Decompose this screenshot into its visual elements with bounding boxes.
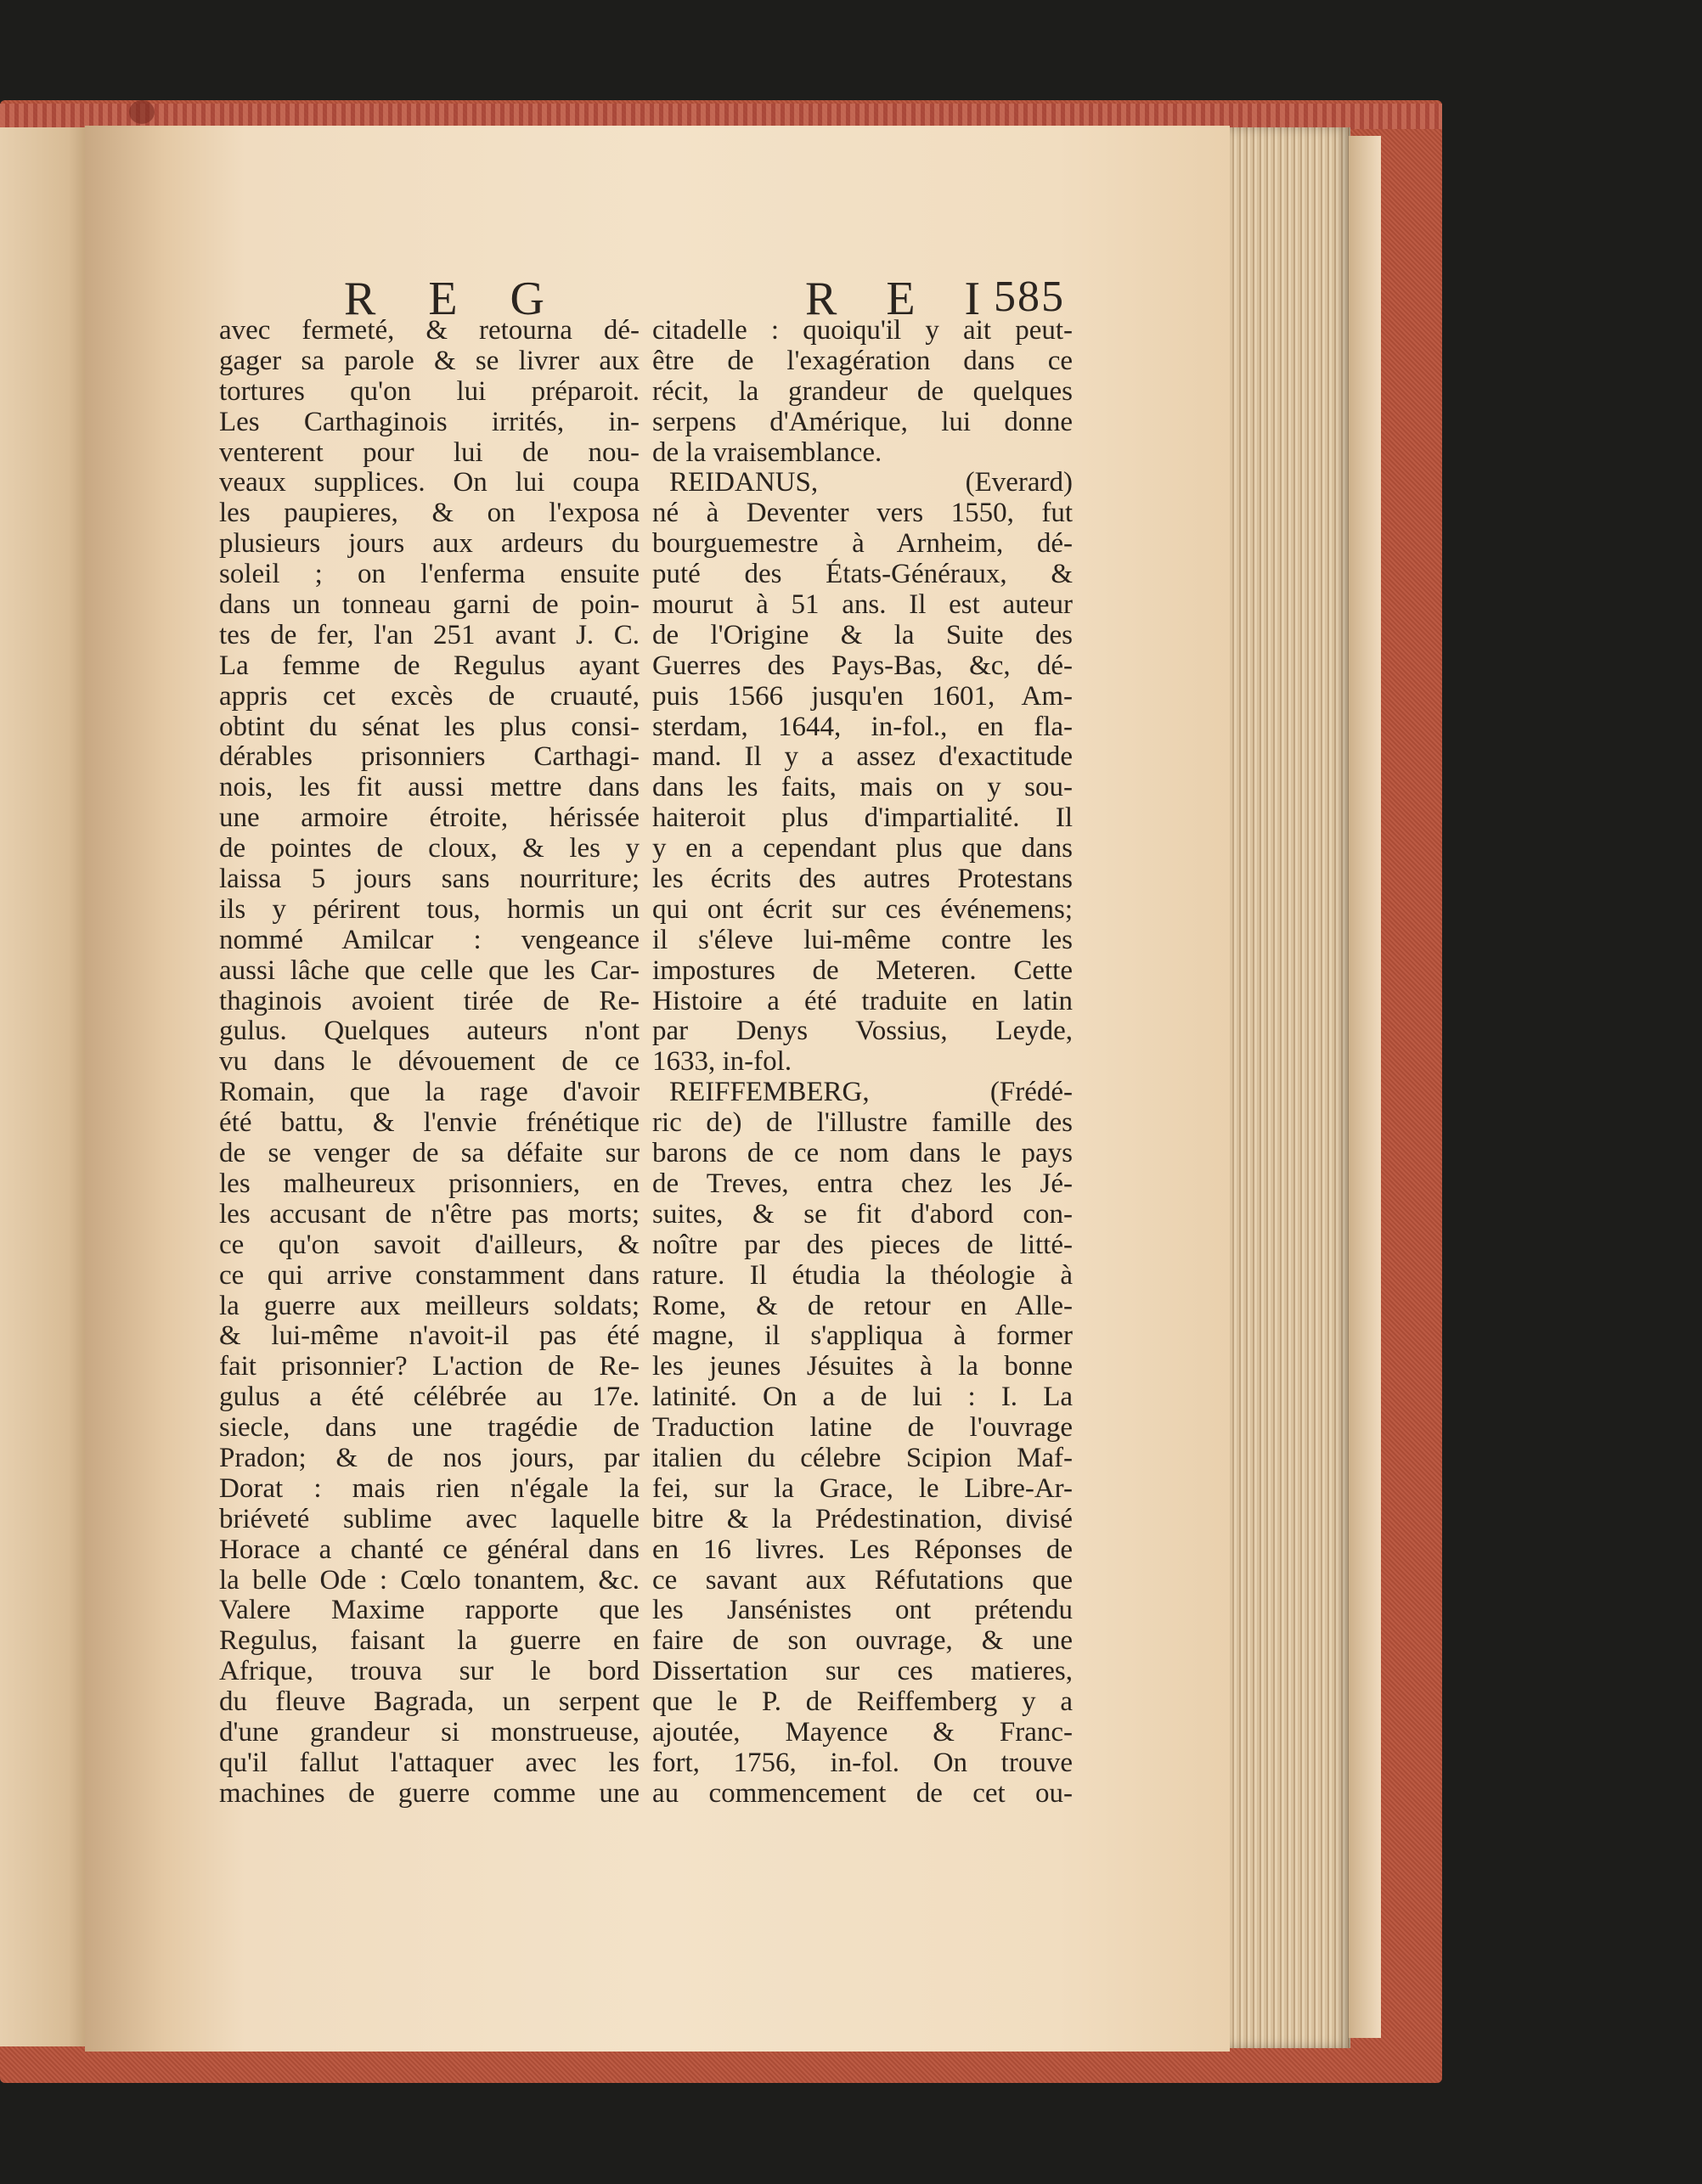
text-line: du fleuve Bagrada, un serpent [219,1686,640,1718]
text-line: Dorat : mais rien n'égale la [219,1472,640,1504]
text-line: Guerres des Pays-Bas, &c, dé- [652,650,1073,681]
text-line: plusieurs jours aux ardeurs du [219,528,640,560]
text-line: mand. Il y a assez d'exactitude [652,741,1073,773]
text-line: avec fermeté, & retourna dé- [219,315,640,346]
text-line: noître par des pieces de litté- [652,1229,1073,1260]
text-line: puis 1566 jusqu'en 1601, Am- [652,680,1073,712]
text-line: de pointes de cloux, & les y [219,833,640,864]
right-text-column [652,316,1073,1810]
text-line: dans les faits, mais on y sou- [652,772,1073,803]
text-line: les accusant de n'être pas morts; [219,1198,640,1230]
page-block-edge [1223,127,1350,2048]
text-line: mourut à 51 ans. Il est auteur [652,589,1073,621]
text-line: de Treves, entra chez les Jé- [652,1168,1073,1199]
text-line: par Denys Vossius, Leyde, [652,1016,1073,1047]
text-line: soleil ; on l'enferma ensuite [219,559,640,590]
text-line: rature. Il étudia la théologie à [652,1259,1073,1291]
text-line: Horace a chanté ce général dans [219,1534,640,1565]
text-line: laissa 5 jours sans nourriture; [219,864,640,895]
text-line: ajoutée, Mayence & Franc- [652,1716,1073,1748]
text-line: serpens d'Amérique, lui donne [652,406,1073,437]
text-line: bitre & la Prédestination, divisé [652,1503,1073,1534]
text-line: Afrique, trouva sur le bord [219,1656,640,1687]
text-line: siecle, dans une tragédie de [219,1412,640,1444]
text-line: briéveté sublime avec laquelle [219,1503,640,1534]
text-line: qui ont écrit sur ces événemens; [652,893,1073,925]
text-line: barons de ce nom dans le pays [652,1138,1073,1169]
page-number: 585 [994,273,1065,321]
text-line: machines de guerre comme une [219,1777,640,1809]
text-line: fei, sur la Grace, le Libre-Ar- [652,1472,1073,1504]
text-line: magne, il s'appliqua à former [652,1320,1073,1352]
text-line: aussi lâche que celle que les Car- [219,954,640,986]
text-line: nommé Amilcar : vengeance [219,924,640,955]
text-line: la guerre aux meilleurs soldats; [219,1290,640,1321]
text-line: ce qu'on savoit d'ailleurs, & [219,1229,640,1260]
text-line: & lui-même n'avoit-il pas été [219,1320,640,1352]
text-line: y en a cependant plus que dans [652,833,1073,864]
text-line: Valere Maxime rapporte que [219,1595,640,1626]
facing-page-edge [0,127,98,2046]
text-line: ce qui arrive constamment dans [219,1259,640,1291]
text-line: gulus. Quelques auteurs n'ont [219,1016,640,1047]
text-line: fort, 1756, in-fol. On trouve [652,1747,1073,1778]
text-line: dans un tonneau garni de poin- [219,589,640,621]
text-line: citadelle : quoiqu'il y ait peut- [652,315,1073,346]
text-line: thaginois avoient tirée de Re- [219,985,640,1016]
page-block-fore-edge [1349,136,1381,2038]
text-line: qu'il fallut l'attaquer avec les [219,1747,640,1778]
text-line: une armoire étroite, hérissée [219,802,640,834]
text-line: gulus a été célébrée au 17e. [219,1382,640,1413]
text-line: nois, les fit aussi mettre dans [219,772,640,803]
text-line: ric de) de l'illustre famille des [652,1107,1073,1139]
text-line: appris cet excès de cruauté, [219,680,640,712]
text-line: Histoire a été traduite en latin [652,985,1073,1016]
text-line: REIDANUS, (Everard) [669,467,1073,498]
text-line: Pradon; & de nos jours, par [219,1442,640,1473]
text-line: venterent pour lui de nou- [219,436,640,468]
text-line: fait prisonnier? L'action de Re- [219,1351,640,1382]
running-head-left: R E G [344,273,565,325]
text-line: tes de fer, l'an 251 avant J. C. [219,619,640,650]
text-line: La femme de Regulus ayant [219,650,640,681]
text-line: vu dans le dévouement de ce [219,1046,640,1078]
text-line: les Jansénistes ont prétendu [652,1595,1073,1626]
text-line: être de l'exagération dans ce [652,345,1073,376]
text-line: ils y périrent tous, hormis un [219,893,640,925]
text-line: les écrits des autres Protestans [652,864,1073,895]
text-line: 1633, in-fol. [652,1046,792,1078]
text-line: veaux supplices. On lui coupa [219,467,640,498]
text-line: tortures qu'on lui préparoit. [219,375,640,407]
text-line: Romain, que la rage d'avoir [219,1077,640,1108]
text-line: les malheureux prisonniers, en [219,1168,640,1199]
text-line: que le P. de Reiffemberg y a [652,1686,1073,1718]
text-line: les paupieres, & on l'exposa [219,498,640,529]
text-line: italien du célebre Scipion Maf- [652,1442,1073,1473]
text-line: été battu, & l'envie frénétique [219,1107,640,1139]
text-line: de l'Origine & la Suite des [652,619,1073,650]
text-line: bourguemestre à Arnheim, dé- [652,528,1073,560]
text-line: sterdam, 1644, in-fol., en fla- [652,711,1073,742]
text-line: Dissertation sur ces matieres, [652,1656,1073,1687]
text-line: Regulus, faisant la guerre en [219,1625,640,1657]
text-line: né à Deventer vers 1550, fut [652,498,1073,529]
text-line: récit, la grandeur de quelques [652,375,1073,407]
text-line: au commencement de cet ou- [652,1777,1073,1809]
running-head-right: R E I [805,273,1000,325]
text-line: impostures de Meteren. Cette [652,954,1073,986]
text-line: de se venger de sa défaite sur [219,1138,640,1169]
text-line: haiteroit plus d'impartialité. Il [652,802,1073,834]
text-line: il s'éleve lui-même contre les [652,924,1073,955]
text-line: obtint du sénat les plus consi- [219,711,640,742]
text-line: faire de son ouvrage, & une [652,1625,1073,1657]
text-line: gager sa parole & se livrer aux [219,345,640,376]
text-line: puté des États-Généraux, & [652,559,1073,590]
left-text-column [219,316,640,1810]
text-line: ce savant aux Réfutations que [652,1564,1073,1596]
text-line: la belle Ode : Cœlo tonantem, &c. [219,1564,640,1596]
text-line: suites, & se fit d'abord con- [652,1198,1073,1230]
text-line: latinité. On a de lui : I. La [652,1382,1073,1413]
text-line: les jeunes Jésuites à la bonne [652,1351,1073,1382]
cover-mark [129,100,155,124]
text-line: REIFFEMBERG, (Frédé- [669,1077,1073,1108]
text-line: dérables prisonniers Carthagi- [219,741,640,773]
text-line: Les Carthaginois irrités, in- [219,406,640,437]
text-line: Traduction latine de l'ouvrage [652,1412,1073,1444]
text-line: en 16 livres. Les Réponses de [652,1534,1073,1565]
text-line: de la vraisemblance. [652,436,882,468]
text-line: Rome, & de retour en Alle- [652,1290,1073,1321]
text-line: d'une grandeur si monstrueuse, [219,1716,640,1748]
